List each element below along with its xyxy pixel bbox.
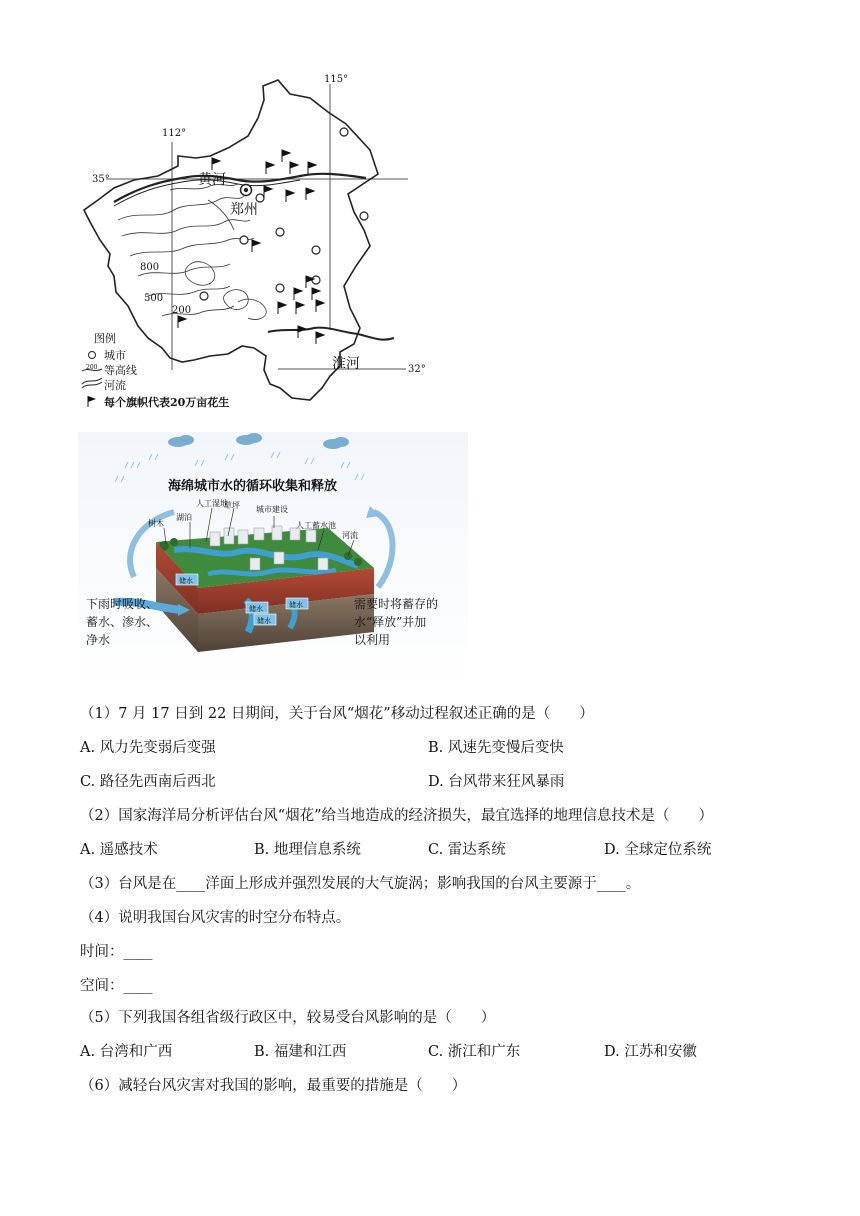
storage-label-1: 储水 <box>179 577 193 585</box>
question-5: （5）下列我国各组省级行政区中，较易受台风影响的是（ ） <box>80 1010 496 1026</box>
legend-river: 河流 <box>104 379 126 392</box>
legend-city-icon <box>89 352 96 359</box>
legend-contour: 等高线 <box>104 364 137 377</box>
storage-label-4: 储水 <box>257 617 271 625</box>
question-3: （3）台风是在____洋面上形成并强烈发展的大气旋涡；影响我国的台风主要源于____。 <box>80 876 641 892</box>
label-lon-112: 112° <box>162 128 187 139</box>
q2-option-c[interactable]: C. 雷达系统 <box>428 842 506 858</box>
label-city-building: 城市建设 <box>256 505 288 514</box>
q2-option-d[interactable]: D. 全球定位系统 <box>604 842 712 858</box>
q1-option-b[interactable]: B. 风速先变慢后变快 <box>428 740 564 756</box>
legend-title: 图例 <box>94 332 116 345</box>
label-lon-115: 115° <box>324 74 349 85</box>
left-caption-line-3: 净水 <box>86 633 111 647</box>
question-4: （4）说明我国台风灾害的时空分布特点。 <box>80 910 351 926</box>
q4-space-answer: 空间：____ <box>80 978 153 994</box>
huai-river <box>268 328 394 340</box>
label-lawn: 草坪 <box>224 501 240 510</box>
sponge-title: 海绵城市水的循环收集和释放 <box>168 479 338 494</box>
right-caption-line-3: 以利用 <box>354 633 391 647</box>
q5-option-a[interactable]: A. 台湾和广西 <box>80 1044 173 1060</box>
label-lat-32: 32° <box>408 364 426 375</box>
q1-option-c[interactable]: C. 路径先西南后西北 <box>80 774 216 790</box>
storage-label-3: 储水 <box>289 601 303 609</box>
label-contour-200: 200 <box>172 305 192 316</box>
label-lat-35: 35° <box>92 174 110 185</box>
q4-time-answer: 时间：____ <box>80 944 153 960</box>
label-artificial-wetland: 人工湿地 <box>196 499 228 508</box>
legend-flag: 每个旗帜代表20万亩花生 <box>104 396 230 409</box>
legend-flag-icon <box>88 396 96 407</box>
left-caption-line-1: 下雨时吸收、 <box>86 597 159 611</box>
q5-option-c[interactable]: C. 浙江和广东 <box>428 1044 521 1060</box>
label-yellow-river: 黄河 <box>198 172 226 188</box>
q1-option-d[interactable]: D. 台风带来狂风暴雨 <box>428 774 565 790</box>
henan-map <box>78 70 438 415</box>
right-caption-line-1: 需要时将蓄存的 <box>354 597 439 611</box>
label-river: 河流 <box>342 531 358 540</box>
label-contour-800: 800 <box>140 262 160 273</box>
storage-label-2: 储水 <box>249 605 263 613</box>
q2-option-a[interactable]: A. 遥感技术 <box>80 842 158 858</box>
right-caption-line-2: 水“释放”并加 <box>354 615 427 629</box>
sponge-city-diagram <box>78 432 468 692</box>
province-outline <box>84 80 378 400</box>
legend-river-icon <box>82 378 102 388</box>
question-2: （2）国家海洋局分析评估台风“烟花”给当地造成的经济损失，最宜选择的地理信息技术是（ ） <box>80 808 714 824</box>
label-huai-river: 淮河 <box>332 356 360 372</box>
left-caption-line-2: 蓄水、渗水、 <box>86 615 159 629</box>
q5-option-d[interactable]: D. 江苏和安徽 <box>604 1044 697 1060</box>
question-1: （1）7 月 17 日到 22 日期间，关于台风“烟花”移动过程叙述正确的是（ ） <box>80 706 594 722</box>
label-artificial-pool: 人工蓄水池 <box>296 521 336 530</box>
legend-city: 城市 <box>104 349 126 362</box>
question-6: （6）减轻台风灾害对我国的影响，最重要的措施是（ ） <box>80 1078 467 1094</box>
legend-contour-value: 200 <box>86 364 98 371</box>
q1-option-a[interactable]: A. 风力先变弱后变强 <box>80 740 216 756</box>
q2-option-b[interactable]: B. 地理信息系统 <box>254 842 361 858</box>
label-lake: 湖泊 <box>176 513 192 522</box>
label-contour-500: 500 <box>144 293 164 304</box>
label-zhengzhou: 郑州 <box>230 202 258 218</box>
q5-option-b[interactable]: B. 福建和江西 <box>254 1044 347 1060</box>
label-trees: 树木 <box>148 519 164 528</box>
